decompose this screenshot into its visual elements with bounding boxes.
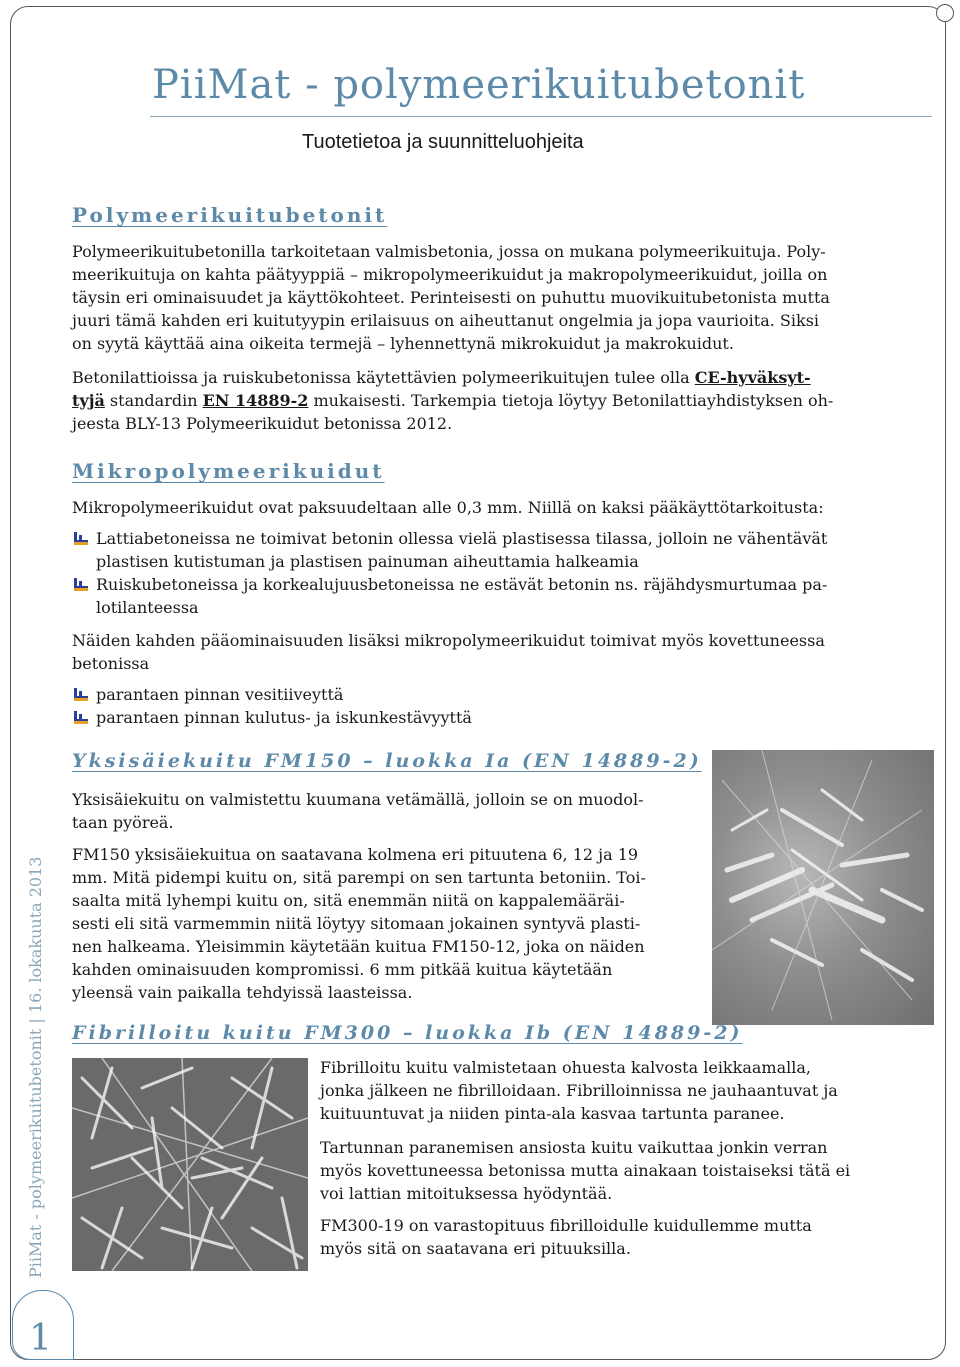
text-line: Polymeerikuitubetonilla tarkoitetaan valmisbetonia, jossa on mukana polymeerikuituja. Poly- <box>72 242 826 261</box>
text-line: betonissa <box>72 654 150 673</box>
text-line: sesti eli sitä varmemmin niitä löytyy sitomaan jokainen syntyvä plasti- <box>72 914 641 933</box>
page-number: 1 <box>29 1318 52 1359</box>
corner-decoration <box>936 4 954 22</box>
text-line: jonka jälkeen ne fibrilloidaan. Fibrilloinnissa ne jauhaantuvat ja <box>320 1081 838 1100</box>
list-item <box>72 573 932 619</box>
text-line: FM150 yksisäiekuitua on saatavana kolmena eri pituutena 6, 12 ja 19 <box>72 845 639 864</box>
text-line: parantaen pinnan vesitiiveyttä <box>96 685 344 704</box>
paragraph-fm300-1 <box>320 1056 920 1125</box>
fm150-fiber-photo <box>712 750 934 1025</box>
en-standard-link[interactable]: EN 14889-2 <box>202 391 309 410</box>
text-line: saalta mitä lyhempi kuitu on, sitä enemmän niitä on kappalemääräi- <box>72 891 625 910</box>
text-span: Betonilattioissa ja ruiskubetonissa käytettävien polymeerikuitujen tulee olla <box>72 368 695 387</box>
bullet-arrow-icon <box>74 532 88 545</box>
paragraph-intro <box>72 240 932 355</box>
text-line: Lattiabetoneissa ne toimivat betonin ollessa vielä plastisessa tilassa, jolloin ne vähentävät <box>96 529 828 548</box>
text-line: on syytä käyttää aina oikeita termejä – lyhennettynä mikrokuidut ja makrokuidut. <box>72 334 734 353</box>
page-subtitle: Tuotetietoa ja suunnitteluohjeita <box>302 131 584 153</box>
bullet-list-hardened <box>72 683 932 729</box>
paragraph-micro-intro: Mikropolymeerikuidut ovat paksuudeltaan alle 0,3 mm. Niillä on kaksi pääkäyttötarkoitusta: <box>72 498 824 517</box>
text-line: Näiden kahden pääominaisuuden lisäksi mikropolymeerikuidut toimivat myös kovettuneessa <box>72 631 825 650</box>
text-line: plastisen kutistuman ja plastisen painuman aiheuttamia halkeamia <box>96 552 639 571</box>
text-line: kahden ominaisuuden kompromissi. 6 mm pitkää kuitua käytetään <box>72 960 613 979</box>
heading-mikropolymeerikuidut: Mikropolymeerikuidut <box>72 459 385 483</box>
text-line: meerikuituja on kahta päätyyppiä – mikropolymeerikuidut ja makropolymeerikuidut, joilla on <box>72 265 828 284</box>
text-line: voi lattian mitoituksessa hyödyntää. <box>320 1184 613 1203</box>
text-line: FM300-19 on varastopituus fibrilloidulle kuidullemme mutta <box>320 1216 812 1235</box>
text-line: täysin eri ominaisuudet ja käyttökohteet. Perinteisesti on puhuttu muovikuitubetonista mutta <box>72 288 830 307</box>
text-line: lotilanteessa <box>96 598 199 617</box>
text-line: myös kovettuneessa betonissa mutta ainakaan toistaiseksi tätä ei <box>320 1161 851 1180</box>
text-line: kuituuntuvat ja niiden pinta-ala kasvaa tartunta paranee. <box>320 1104 785 1123</box>
side-footer-label: PiiMat - polymeerikuitubetonit | 16. lokakuuta 2013 <box>26 856 45 1278</box>
text-span: mukaisesti. Tarkempia tietoja löytyy Betonilattiayhdistyksen oh- <box>308 391 834 410</box>
paragraph-fm150-1 <box>72 788 712 834</box>
paragraph-fm300-2 <box>320 1136 920 1205</box>
text-line: Tartunnan paranemisen ansiosta kuitu vaikuttaa jonkin verran <box>320 1138 828 1157</box>
paragraph-fm300-3 <box>320 1214 920 1260</box>
bullet-arrow-icon <box>74 578 88 591</box>
fiber-illustration <box>712 750 934 1025</box>
text-line: yleensä vain paikalla tehdyissä laasteissa. <box>72 983 413 1002</box>
text-line: Fibrilloitu kuitu valmistetaan ohuesta kalvosta leikkaamalla, <box>320 1058 811 1077</box>
bullet-list-uses <box>72 527 932 619</box>
text-line <box>72 366 932 389</box>
text-line <box>72 389 932 412</box>
list-item <box>72 527 932 573</box>
text-line: mm. Mitä pidempi kuitu on, sitä parempi on sen tartunta betoniin. Toi- <box>72 868 646 887</box>
text-span: standardin <box>104 391 203 410</box>
fm300-fiber-photo <box>72 1058 308 1271</box>
text-line: myös sitä on saatavana eri pituuksilla. <box>320 1239 631 1258</box>
title-rule <box>150 116 932 117</box>
text-line: Yksisäiekuitu on valmistettu kuumana vetämällä, jolloin se on muodol- <box>72 790 644 809</box>
text-line: nen halkeama. Yleisimmin käytetään kuitua FM150-12, joka on näiden <box>72 937 645 956</box>
list-item <box>72 706 932 729</box>
paragraph-ce <box>72 366 932 435</box>
heading-polymeerikuitubetonit: Polymeerikuitubetonit <box>72 203 388 227</box>
text-line: taan pyöreä. <box>72 813 174 832</box>
text-line: juuri tämä kahden eri kuitutyypin erilaisuus on aiheuttanut ongelmia ja jopa vaurioita. Siksi <box>72 311 820 330</box>
text-line: Ruiskubetoneissa ja korkealujuusbetoneissa ne estävät betonin ns. räjähdysmurtumaa pa- <box>96 575 828 594</box>
text-line: jeesta BLY-13 Polymeerikuidut betonissa 2012. <box>72 414 453 433</box>
text-line: parantaen pinnan kulutus- ja iskunkestävyyttä <box>96 708 472 727</box>
ce-link-cont[interactable]: tyjä <box>72 391 105 410</box>
paragraph-micro-mid <box>72 629 932 675</box>
bullet-arrow-icon <box>74 711 88 724</box>
heading-fm150: Yksisäiekuitu FM150 – luokka Ia (EN 14889-2) <box>72 750 702 772</box>
paragraph-fm150-2 <box>72 843 712 1004</box>
page-title: PiiMat - polymeerikuitubetonit <box>152 62 806 108</box>
list-item <box>72 683 932 706</box>
ce-link[interactable]: CE-hyväksyt- <box>694 368 811 387</box>
heading-fm300: Fibrilloitu kuitu FM300 – luokka Ib (EN 14889-2) <box>72 1022 743 1044</box>
fibrillated-fiber-illustration <box>72 1058 308 1271</box>
bullet-arrow-icon <box>74 688 88 701</box>
